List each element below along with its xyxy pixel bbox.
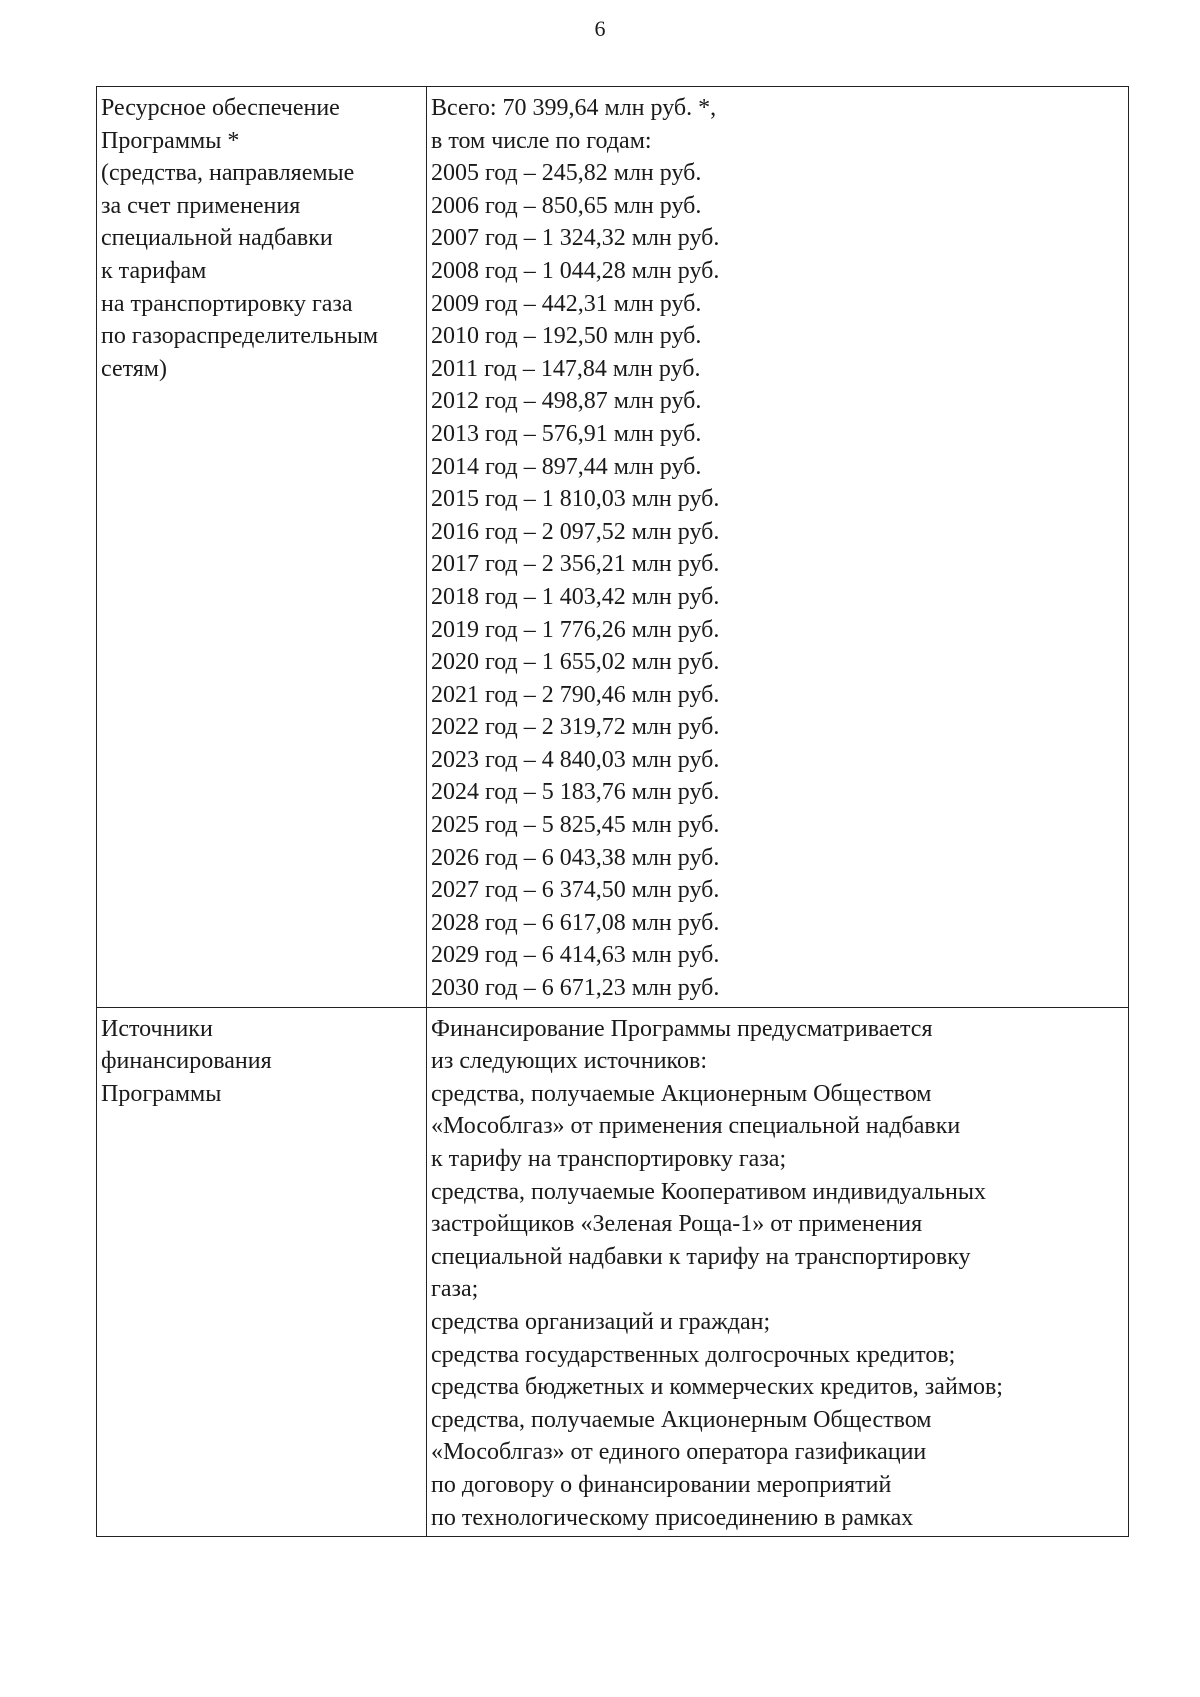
text-line: Программы * xyxy=(101,127,240,154)
row-value-funding-sources xyxy=(427,1007,1129,1537)
text-line: средства государственных долгосрочных кредитов; xyxy=(431,1341,956,1368)
text-line: 2026 год – 6 043,38 млн руб. xyxy=(431,844,720,871)
text-line: 2013 год – 576,91 млн руб. xyxy=(431,420,702,447)
text-line: застройщиков «Зеленая Роща-1» от применения xyxy=(431,1211,923,1238)
text-line: 2016 год – 2 097,52 млн руб. xyxy=(431,518,720,545)
text-line: 2010 год – 192,50 млн руб. xyxy=(431,323,702,350)
text-line: 2027 год – 6 374,50 млн руб. xyxy=(431,877,720,904)
text-line: в том числе по годам: xyxy=(431,127,652,154)
text-line: средства бюджетных и коммерческих кредитов, займов; xyxy=(431,1374,1003,1401)
text-line: 2025 год – 5 825,45 млн руб. xyxy=(431,812,720,839)
text-line: средства, получаемые Кооперативом индивидуальных xyxy=(431,1178,986,1205)
text-line: «Мособлгаз» от применения специальной надбавки xyxy=(431,1113,961,1140)
text-line: по технологическому присоединению в рамках xyxy=(431,1504,914,1531)
row-label-resource-provision xyxy=(97,87,427,1008)
text-line: средства, получаемые Акционерным Обществом xyxy=(431,1406,932,1433)
text-line: Программы xyxy=(101,1080,222,1107)
text-line: 2005 год – 245,82 млн руб. xyxy=(431,160,702,187)
row-value-resource-provision xyxy=(427,87,1129,1008)
text-line: специальной надбавки к тарифу на транспортировку xyxy=(431,1243,971,1270)
text-line: 2022 год – 2 319,72 млн руб. xyxy=(431,714,720,741)
text-line: 2012 год – 498,87 млн руб. xyxy=(431,388,702,415)
text-line: специальной надбавки xyxy=(101,225,333,252)
text-line: 2017 год – 2 356,21 млн руб. xyxy=(431,551,720,578)
text-line: «Мособлгаз» от единого оператора газификации xyxy=(431,1439,927,1466)
text-line: 2006 год – 850,65 млн руб. xyxy=(431,192,702,219)
text-line: 2021 год – 2 790,46 млн руб. xyxy=(431,681,720,708)
text-line: 2030 год – 6 671,23 млн руб. xyxy=(431,975,720,1002)
text-line: за счет применения xyxy=(101,192,301,219)
text-line: из следующих источников: xyxy=(431,1048,707,1075)
row-label-funding-sources xyxy=(97,1007,427,1537)
text-line: 2015 год – 1 810,03 млн руб. xyxy=(431,486,720,513)
text-line: сетям) xyxy=(101,355,167,382)
text-line: финансирования xyxy=(101,1048,272,1075)
text-line: Источники xyxy=(101,1015,213,1042)
text-line: 2020 год – 1 655,02 млн руб. xyxy=(431,649,720,676)
text-line: 2011 год – 147,84 млн руб. xyxy=(431,355,701,382)
text-line: средства, получаемые Акционерным Обществом xyxy=(431,1080,932,1107)
text-line: 2007 год – 1 324,32 млн руб. xyxy=(431,225,720,252)
text-line: на транспортировку газа xyxy=(101,290,353,317)
table-row-funding-sources xyxy=(97,1007,1129,1537)
text-line: (средства, направляемые xyxy=(101,160,355,187)
text-line: 2028 год – 6 617,08 млн руб. xyxy=(431,909,720,936)
text-line: 2023 год – 4 840,03 млн руб. xyxy=(431,746,720,773)
text-line: Ресурсное обеспечение xyxy=(101,95,340,121)
text-line: 2029 год – 6 414,63 млн руб. xyxy=(431,942,720,969)
text-line: по договору о финансировании мероприятий xyxy=(431,1471,892,1498)
text-line: 2014 год – 897,44 млн руб. xyxy=(431,453,702,480)
text-line: 2024 год – 5 183,76 млн руб. xyxy=(431,779,720,806)
text-line: средства организаций и граждан; xyxy=(431,1308,771,1335)
text-line: по газораспределительным xyxy=(101,323,379,350)
text-line: 2019 год – 1 776,26 млн руб. xyxy=(431,616,720,643)
text-line: к тарифам xyxy=(101,257,207,284)
text-line: Финансирование Программы предусматривается xyxy=(431,1015,933,1042)
text-line: 2018 год – 1 403,42 млн руб. xyxy=(431,583,720,610)
text-line: Всего: 70 399,64 млн руб. *, xyxy=(431,95,717,121)
text-line: 2008 год – 1 044,28 млн руб. xyxy=(431,257,720,284)
table-row-resource-provision xyxy=(97,87,1129,1008)
program-passport-table xyxy=(96,86,1129,1537)
page-number: 6 xyxy=(594,16,606,41)
text-line: 2009 год – 442,31 млн руб. xyxy=(431,290,702,317)
text-line: к тарифу на транспортировку газа; xyxy=(431,1146,787,1172)
text-line: газа; xyxy=(431,1276,479,1303)
